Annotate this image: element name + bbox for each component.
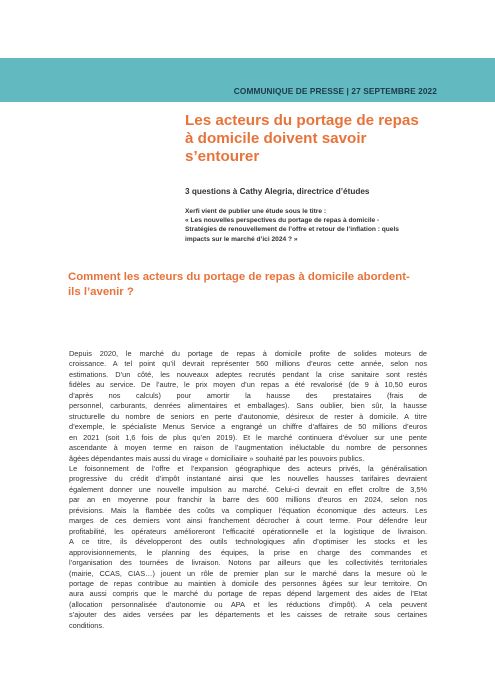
body-line: personnel, carburants, denrées alimentaires et emballages). Sans oublier, bien sûr, la hausse <box>69 401 427 411</box>
body-line: (mairie, CCAS, CIAS…) jouent un rôle de premier plan sur le marché dans la mesure où le <box>69 568 427 578</box>
header-band <box>0 58 495 102</box>
body-line: prévisions. Mais la flambée des coûts va compliquer l’équation économique des acteurs. Les <box>69 505 427 515</box>
body-line: profitabilité, les opérateurs amélioreront l’efficacité opérationnelle et la logistique de livraison. <box>69 526 427 536</box>
article-title <box>185 112 445 166</box>
question-heading <box>68 270 438 300</box>
intro-line: Xerfi vient de publier une étude sous le titre : <box>185 208 327 215</box>
body-line: croissance. A tel point qu’il devrait représenter 560 millions d’euros cette année, selon nos <box>69 359 427 369</box>
body-line: progressive du crédit d’impôt instantané ainsi que les nouvelles hausses tarifaires devraient <box>69 474 427 484</box>
body-line: portage de repas contribue au maintien à domicile des personnes âgées sur leur territoire. On <box>69 578 427 588</box>
body-line: également donner une nouvelle impulsion au marché. Celui-ci devrait en effet croître de 3,5% <box>69 484 427 494</box>
body-line: A ce titre, ils développeront des outils technologiques afin d’optimiser les stocks et les <box>69 537 427 547</box>
answer-body <box>69 349 427 631</box>
body-line: approvisionnements, le planning des équipes, la prise en charge des commandes et <box>69 547 427 557</box>
body-line: ascendante à moyen terme en raison de l’augmentation inéluctable du nombre de personnes <box>69 443 427 453</box>
heading-line: Comment les acteurs du portage de repas à domicile abordent- <box>68 271 410 283</box>
press-release-date: COMMUNIQUE DE PRESSE | 27 SEPTEMBRE 2022 <box>233 86 437 96</box>
title-line: à domicile doivent savoir <box>185 130 367 147</box>
body-line: marges de ces derniers vont ainsi franchement décrocher à court terme. Pour défendre leur <box>69 516 427 526</box>
body-line: aura aussi compris que le marché du portage de repas dépend largement des aides de l’Etat <box>69 589 427 599</box>
body-line: Depuis 2020, le marché du portage de repas à domicile profite de solides moteurs de <box>69 349 427 358</box>
body-line: d’après nos calculs) pour amortir la hausse des prestataires (frais de <box>69 390 427 400</box>
intro-line: Stratégies de renouvellement de l’offre et retour de l’inflation : quels <box>185 226 399 234</box>
heading-line: ils l’avenir ? <box>68 286 134 298</box>
body-line: conditions. <box>69 620 105 630</box>
intro-paragraph <box>185 207 447 244</box>
body-line: structurelle du nombre de seniors en perte d’autonomie, désireux de rester à domicile. A titre <box>69 411 427 421</box>
intro-line: « Les nouvelles perspectives du portage de repas à domicile - <box>185 217 380 225</box>
body-line: fidèles au service. De l’autre, le prix moyen d’un repas a été revalorisé (de 9 à 10,50 euros <box>69 380 427 390</box>
body-line: l’organisation des tournées de livraison. Notons par ailleurs que les collectivités territoriales <box>69 558 427 568</box>
title-line: Les acteurs du portage de repas <box>185 112 419 129</box>
body-line: Le foisonnement de l’offre et l’expansion géographique des acteurs privés, la généralisation <box>69 463 427 473</box>
interview-subtitle: 3 questions à Cathy Alegria, directrice d’études <box>185 187 370 196</box>
body-line: estimations. D’un côté, les nouveaux adeptes recrutés pendant la crise sanitaire sont restés <box>69 369 427 379</box>
body-line: s’ajouter des aides versées par les départements et les caisses de retraite sous certaines <box>69 610 427 620</box>
intro-line: impacts sur le marché d’ici 2024 ? » <box>185 235 298 243</box>
body-line: (allocation personnalisée d’autonomie ou APA et les réductions d’impôt). A cela peuvent <box>69 599 427 609</box>
body-line: âgées dépendantes mais aussi du virage « domiciliaire » souhaité par les pouvoirs publics. <box>69 453 365 463</box>
body-line: d’exemple, le spécialiste Menus Service a engrangé un chiffre d’affaires de 50 millions d’euros <box>69 422 427 432</box>
title-line: s’entourer <box>185 148 260 165</box>
body-line: par an en moyenne pour franchir la barre des 600 millions d’euros en 2024, selon nos <box>69 495 427 505</box>
body-line: en 2021 (soit 1,6 fois de plus qu’en 2019). Et le marché continuera d’évoluer sur une pente <box>69 432 427 442</box>
